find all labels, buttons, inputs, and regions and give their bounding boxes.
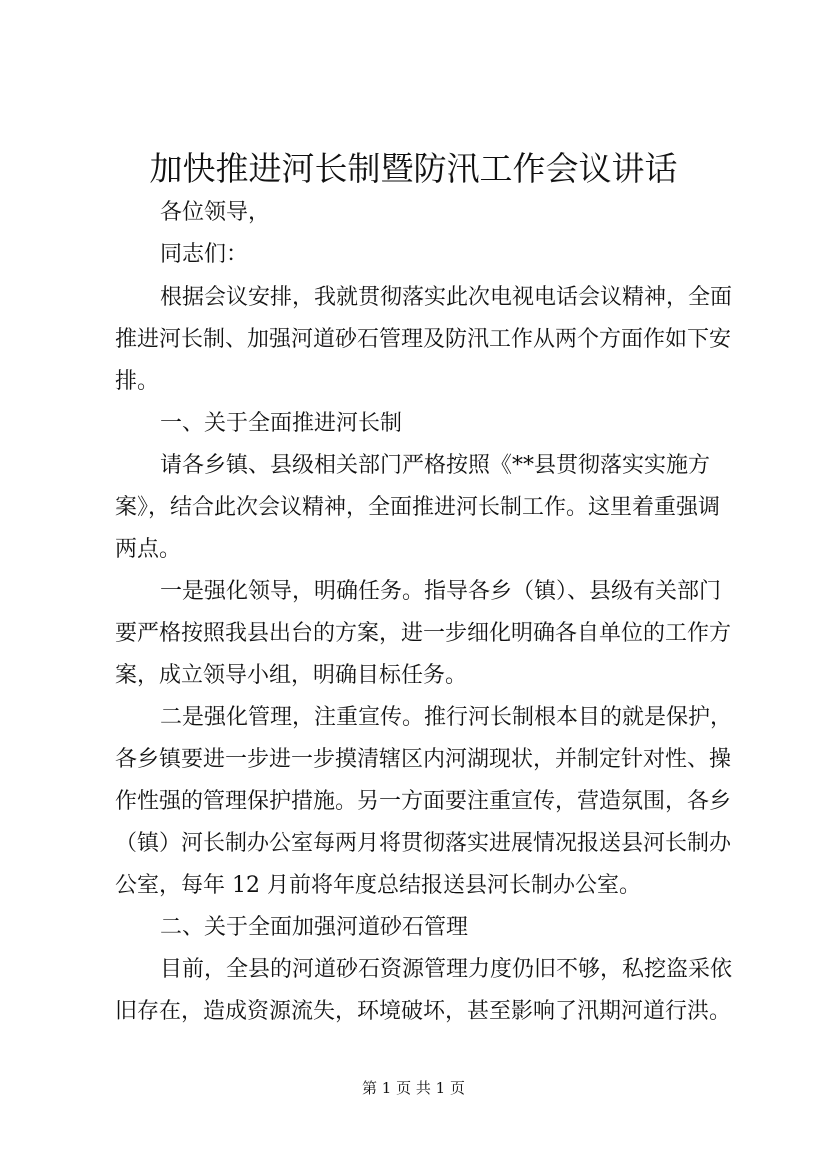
paragraph-line: 公室，每年 12 月前将年度总结报送县河长制办公室。 (115, 873, 641, 898)
greeting-line-2: 同志们： (160, 242, 249, 267)
paragraph-line: 案》，结合此次会议精神，全面推进河长制工作。这里着重强调 (115, 495, 721, 520)
paragraph-line: （镇）河长制办公室每两月将贯彻落实进展情况报送县河长制办 (115, 831, 732, 856)
paragraph-line: 排。 (115, 369, 160, 394)
paragraph-line: 作性强的管理保护措施。另一方面要注重宣传，营造氛围，各乡 (115, 789, 732, 814)
paragraph-line: 案，成立领导小组，明确目标任务。 (115, 663, 468, 688)
paragraph-line: 两点。 (115, 537, 182, 562)
paragraph-line: 各乡镇要进一步进一步摸清辖区内河湖现状，并制定针对性、操 (115, 747, 732, 772)
paragraph-line: 根据会议安排，我就贯彻落实此次电视电话会议精神，全面 (160, 285, 733, 310)
paragraph-line: 二是强化管理，注重宣传。推行河长制根本目的就是保护， (160, 705, 733, 730)
paragraph-line: 请各乡镇、县级相关部门严格按照《**县贯彻落实实施方 (160, 453, 711, 478)
paragraph-line: 一是强化领导，明确任务。指导各乡（镇）、县级有关部门 (160, 579, 722, 604)
greeting-line-1: 各位领导， (160, 200, 271, 225)
page-number-footer: 第 1 页 共 1 页 (362, 1079, 465, 1097)
document-title: 加快推进河长制暨防汛工作会议讲话 (149, 149, 678, 188)
paragraph-line: 推进河长制、加强河道砂石管理及防汛工作从两个方面作如下安 (115, 327, 732, 352)
paragraph-line: 要严格按照我县出台的方案，进一步细化明确各自单位的工作方 (115, 621, 732, 646)
section-heading-2: 二、关于全面加强河道砂石管理 (160, 915, 469, 940)
paragraph-line: 旧存在，造成资源流失，环境破坏，甚至影响了汛期河道行洪。 (115, 999, 732, 1024)
paragraph-line: 目前，全县的河道砂石资源管理力度仍旧不够，私挖盗采依 (160, 957, 733, 982)
section-heading-1: 一、关于全面推进河长制 (160, 411, 403, 436)
